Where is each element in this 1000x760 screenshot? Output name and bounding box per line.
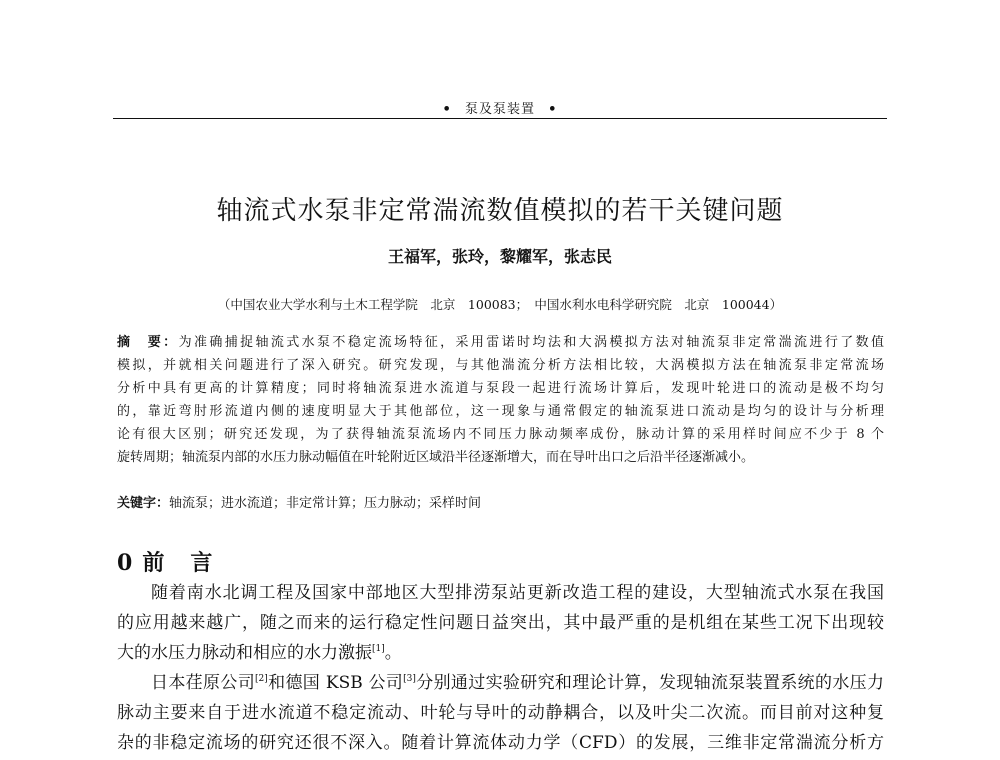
body-line: 随着南水北调工程及国家中部地区大型排涝泵站更新改造工程的建设，大型轴流式水泵在我国 xyxy=(151,583,884,603)
abstract-line: 论有很大区别；研究还发现，为了获得轴流泵流场内不同压力脉动频率成份，脉动计算的采用样时间应不少于 8 个 xyxy=(117,427,884,442)
keywords xyxy=(117,492,884,515)
body-text xyxy=(117,578,884,758)
paper-title: 轴流式水泵非定常湍流数值模拟的若干关键问题 xyxy=(216,196,784,226)
citation-ref[interactable]: [3] xyxy=(403,674,416,684)
abstract-line: 分析中具有更高的计算精度；同时将轴流泵进水流道与泵段一起进行流场计算后，发现叶轮进口的流动是极不均匀 xyxy=(117,381,884,396)
paper-authors: 王福军，张玲，黎耀军，张志民 xyxy=(387,247,612,266)
abstract-line: 旋转周期；轴流泵内部的水压力脉动幅值在叶轮附近区域沿半径逐渐增大，而在导叶出口之后沿半径逐渐减小。 xyxy=(117,450,755,465)
bullet-icon: • xyxy=(548,102,558,117)
section-number: 0 xyxy=(117,550,133,576)
body-line: 大的水压力脉动和相应的水力激振[1]。 xyxy=(117,643,402,663)
abstract-line: 模拟，并就相关问题进行了深入研究。研究发现，与其他湍流分析方法相比较，大涡模拟方法在轴流泵非定常流场 xyxy=(117,358,884,373)
body-line: 日本荏原公司[2]和德国 KSB 公司[3]分别通过实验研究和理论计算，发现轴流泵装置系统的水压力 xyxy=(151,673,885,693)
abstract-line: 摘 要：为准确捕捉轴流式水泵不稳定流场特征，采用雷诺时均法和大涡模拟方法对轴流泵非定常湍流进行了数值 xyxy=(117,335,884,350)
body-line: 脉动主要来自于进水流道不稳定流动、叶轮与导叶的动静耦合，以及叶尖二次流。而目前对这种复 xyxy=(117,703,884,723)
paper-affiliation: （中国农业大学水利与土木工程学院 北京 100083； 中国水利水电科学研究院 北京 100044） xyxy=(217,297,783,312)
header-rule xyxy=(113,118,887,119)
body-line: 的应用越来越广，随之而来的运行稳定性问题日益突出，其中最严重的是机组在某些工况下出现较 xyxy=(117,613,884,633)
keywords-label: 关键字： xyxy=(117,496,170,511)
abstract-line: 的，靠近弯肘形流道内侧的速度明显大于其他部位，这一现象与通常假定的轴流泵进口流动是均匀的设计与分析理 xyxy=(117,404,884,419)
citation-ref[interactable]: [1] xyxy=(372,644,385,654)
bullet-icon: • xyxy=(442,102,452,117)
running-header xyxy=(0,98,1000,117)
citation-ref[interactable]: [2] xyxy=(255,674,268,684)
abstract xyxy=(117,331,884,469)
section-heading: 0 前 言 xyxy=(117,550,213,576)
abstract-label: 摘 要： xyxy=(117,335,179,350)
keywords-text: 轴流泵；进水流道；非定常计算；压力脉动；采样时间 xyxy=(169,496,482,511)
journal-section-label: 泵及泵装置 xyxy=(464,102,535,117)
body-line: 杂的非稳定流场的研究还很不深入。随着计算流体动力学（CFD）的发展，三维非定常湍流分析方 xyxy=(117,733,884,753)
